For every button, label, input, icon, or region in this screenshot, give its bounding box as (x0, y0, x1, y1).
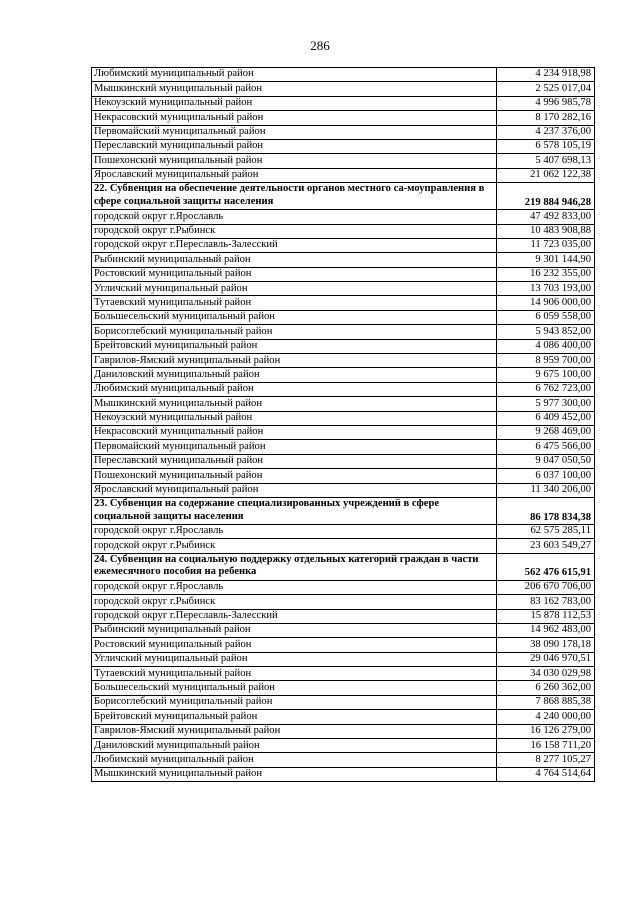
section-header-row (92, 497, 595, 524)
table-row (92, 238, 595, 252)
amount-cell: 16 158 711,20 (497, 739, 595, 753)
recipient-name-cell: Переславский муниципальный район (92, 454, 497, 468)
amount-cell: 62 575 285,11 (497, 524, 595, 538)
budget-table (91, 67, 595, 782)
amount-cell: 6 762 723,00 (497, 382, 595, 396)
amount-cell: 11 340 206,00 (497, 483, 595, 497)
recipient-name-cell: городской округ г.Рыбинск (92, 595, 497, 609)
table-row (92, 454, 595, 468)
recipient-name-cell: Тутаевский муниципальный район (92, 667, 497, 681)
amount-cell: 5 977 300,00 (497, 397, 595, 411)
amount-cell: 6 260 362,00 (497, 681, 595, 695)
amount-cell: 8 959 700,00 (497, 354, 595, 368)
amount-cell: 15 878 112,53 (497, 609, 595, 623)
table-row (92, 539, 595, 553)
amount-cell: 21 062 122,38 (497, 168, 595, 182)
table-row (92, 210, 595, 224)
table-row (92, 382, 595, 396)
table-row (92, 339, 595, 353)
recipient-name-cell: Брейтовский муниципальный район (92, 339, 497, 353)
amount-cell: 34 030 029,98 (497, 667, 595, 681)
amount-cell: 38 090 178,18 (497, 638, 595, 652)
recipient-name-cell: Ростовский муниципальный район (92, 638, 497, 652)
table-row (92, 253, 595, 267)
amount-cell: 8 170 282,16 (497, 111, 595, 125)
amount-cell: 5 407 698,13 (497, 154, 595, 168)
recipient-name-cell: Ярославский муниципальный район (92, 483, 497, 497)
recipient-name-cell: городской округ г.Переславль-Залесский (92, 238, 497, 252)
recipient-name-cell: Большесельский муниципальный район (92, 310, 497, 324)
recipient-name-cell: Некрасовский муниципальный район (92, 425, 497, 439)
table-row (92, 638, 595, 652)
recipient-name-cell: Мышкинский муниципальный район (92, 767, 497, 781)
amount-cell: 6 059 558,00 (497, 310, 595, 324)
table-row (92, 310, 595, 324)
section-title-cell: 22. Субвенция на обеспечение деятельности органов местного са-моуправления в сфере социальной защиты населения (92, 183, 497, 210)
recipient-name-cell: городской округ г.Ярославль (92, 524, 497, 538)
table-row (92, 710, 595, 724)
table-row (92, 580, 595, 594)
table-row (92, 524, 595, 538)
table-row (92, 753, 595, 767)
amount-cell: 4 234 918,98 (497, 68, 595, 82)
recipient-name-cell: Некоузский муниципальный район (92, 96, 497, 110)
table-row (92, 411, 595, 425)
recipient-name-cell: Гаврилов-Ямский муниципальный район (92, 354, 497, 368)
recipient-name-cell: Гаврилов-Ямский муниципальный район (92, 724, 497, 738)
table-row (92, 96, 595, 110)
recipient-name-cell: Ярославский муниципальный район (92, 168, 497, 182)
recipient-name-cell: Пошехонский муниципальный район (92, 469, 497, 483)
section-title-cell: 24. Субвенция на социальную поддержку отдельных категорий граждан в части ежемесячного пособия на ребенка (92, 553, 497, 580)
amount-cell: 16 126 279,00 (497, 724, 595, 738)
recipient-name-cell: Первомайский муниципальный район (92, 125, 497, 139)
recipient-name-cell: городской округ г.Ярославль (92, 580, 497, 594)
table-row (92, 139, 595, 153)
recipient-name-cell: Переславский муниципальный район (92, 139, 497, 153)
recipient-name-cell: Мышкинский муниципальный район (92, 82, 497, 96)
recipient-name-cell: Угличский муниципальный район (92, 282, 497, 296)
recipient-name-cell: Любимский муниципальный район (92, 753, 497, 767)
table-row (92, 111, 595, 125)
table-row (92, 282, 595, 296)
recipient-name-cell: Даниловский муниципальный район (92, 368, 497, 382)
recipient-name-cell: Пошехонский муниципальный район (92, 154, 497, 168)
table-row (92, 695, 595, 709)
amount-cell: 10 483 908,88 (497, 224, 595, 238)
amount-cell: 4 237 376,00 (497, 125, 595, 139)
table-row (92, 82, 595, 96)
table-row (92, 440, 595, 454)
page-number: 286 (310, 38, 330, 53)
table-row (92, 296, 595, 310)
amount-cell: 9 301 144,90 (497, 253, 595, 267)
amount-cell: 16 232 355,00 (497, 267, 595, 281)
recipient-name-cell: Любимский муниципальный район (92, 68, 497, 82)
recipient-name-cell: Некрасовский муниципальный район (92, 111, 497, 125)
table-row (92, 425, 595, 439)
recipient-name-cell: Любимский муниципальный район (92, 382, 497, 396)
amount-cell: 13 703 193,00 (497, 282, 595, 296)
amount-cell: 4 996 985,78 (497, 96, 595, 110)
section-total-cell: 86 178 834,38 (497, 497, 595, 524)
table-row (92, 767, 595, 781)
table-row (92, 623, 595, 637)
recipient-name-cell: Борисоглебский муниципальный район (92, 325, 497, 339)
section-header-row (92, 183, 595, 210)
amount-cell: 23 603 549,27 (497, 539, 595, 553)
recipient-name-cell: Большесельский муниципальный район (92, 681, 497, 695)
recipient-name-cell: городской округ г.Рыбинск (92, 539, 497, 553)
amount-cell: 6 409 452,00 (497, 411, 595, 425)
recipient-name-cell: Мышкинский муниципальный район (92, 397, 497, 411)
recipient-name-cell: Брейтовский муниципальный район (92, 710, 497, 724)
amount-cell: 6 037 100,00 (497, 469, 595, 483)
recipient-name-cell: городской округ г.Ярославль (92, 210, 497, 224)
table-row (92, 483, 595, 497)
amount-cell: 6 578 105,19 (497, 139, 595, 153)
table-row (92, 739, 595, 753)
table-row (92, 397, 595, 411)
table-row (92, 595, 595, 609)
recipient-name-cell: Рыбинский муниципальный район (92, 623, 497, 637)
section-title-cell: 23. Субвенция на содержание специализированных учреждений в сфере социальной защиты населения (92, 497, 497, 524)
recipient-name-cell: Ростовский муниципальный район (92, 267, 497, 281)
recipient-name-cell: Рыбинский муниципальный район (92, 253, 497, 267)
budget-table-body (92, 68, 595, 782)
amount-cell: 6 475 566,00 (497, 440, 595, 454)
amount-cell: 4 086 400,00 (497, 339, 595, 353)
recipient-name-cell: Борисоглебский муниципальный район (92, 695, 497, 709)
table-row (92, 325, 595, 339)
section-header-row (92, 553, 595, 580)
amount-cell: 8 277 105,27 (497, 753, 595, 767)
amount-cell: 29 046 970,51 (497, 652, 595, 666)
amount-cell: 9 675 100,00 (497, 368, 595, 382)
table-row (92, 154, 595, 168)
amount-cell: 7 868 885,38 (497, 695, 595, 709)
amount-cell: 83 162 783,00 (497, 595, 595, 609)
table-row (92, 652, 595, 666)
recipient-name-cell: городской округ г.Рыбинск (92, 224, 497, 238)
table-row (92, 68, 595, 82)
amount-cell: 4 240 000,00 (497, 710, 595, 724)
table-row (92, 609, 595, 623)
table-row (92, 469, 595, 483)
amount-cell: 206 670 706,00 (497, 580, 595, 594)
recipient-name-cell: Тутаевский муниципальный район (92, 296, 497, 310)
recipient-name-cell: городской округ г.Переславль-Залесский (92, 609, 497, 623)
amount-cell: 4 764 514,64 (497, 767, 595, 781)
table-row (92, 168, 595, 182)
amount-cell: 11 723 035,00 (497, 238, 595, 252)
recipient-name-cell: Первомайский муниципальный район (92, 440, 497, 454)
amount-cell: 47 492 833,00 (497, 210, 595, 224)
recipient-name-cell: Некоузский муниципальный район (92, 411, 497, 425)
table-row (92, 267, 595, 281)
amount-cell: 2 525 017,04 (497, 82, 595, 96)
table-row (92, 724, 595, 738)
section-total-cell: 562 476 615,91 (497, 553, 595, 580)
table-row (92, 368, 595, 382)
recipient-name-cell: Угличский муниципальный район (92, 652, 497, 666)
table-row (92, 681, 595, 695)
amount-cell: 14 962 483,00 (497, 623, 595, 637)
table-row (92, 224, 595, 238)
amount-cell: 5 943 852,00 (497, 325, 595, 339)
table-row (92, 667, 595, 681)
table-row (92, 354, 595, 368)
amount-cell: 9 268 469,00 (497, 425, 595, 439)
table-row (92, 125, 595, 139)
amount-cell: 14 906 000,00 (497, 296, 595, 310)
amount-cell: 9 047 050,50 (497, 454, 595, 468)
recipient-name-cell: Даниловский муниципальный район (92, 739, 497, 753)
section-total-cell: 219 884 946,28 (497, 183, 595, 210)
